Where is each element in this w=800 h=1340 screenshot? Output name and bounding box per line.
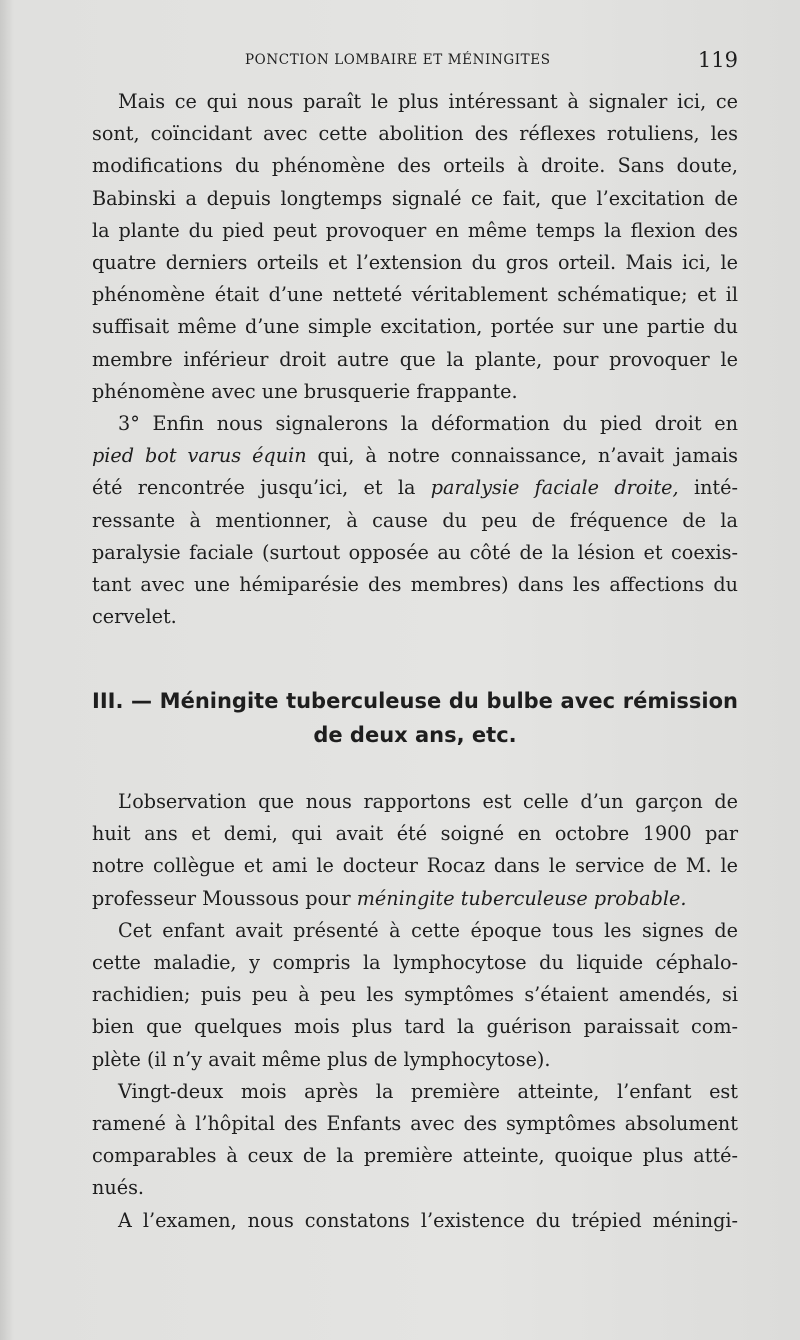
text-line: Cet enfant avait présenté à cette époque tous les signes de <box>118 918 738 942</box>
text-line: comparables à ceux de la première atteinte, quoique plus atté- <box>92 1144 738 1168</box>
text-line <box>92 472 738 504</box>
text-fragment: professeur Moussous pour <box>92 886 357 910</box>
running-title: PONCTION LOMBAIRE ET MÉNINGITES <box>245 52 551 68</box>
text-line: rachidien; puis peu à peu les symptômes s’étaient amendés, si <box>92 983 738 1007</box>
text-line: cervelet. <box>92 605 177 629</box>
heading-line-1: III. — Méningite tuberculeuse du bulbe avec rémission <box>92 689 738 713</box>
text-line: ramené à l’hôpital des Enfants avec des symptômes absolument <box>92 1112 738 1136</box>
text-line: cette maladie, y compris la lymphocytose du liquide céphalo- <box>92 951 738 975</box>
paragraph <box>92 1076 738 1205</box>
text-fragment: inté- <box>678 476 738 500</box>
paragraph <box>92 915 738 1076</box>
section-1-text <box>92 86 738 633</box>
heading-line-2: de deux ans, etc. <box>313 723 517 747</box>
text-line: A l’examen, nous constatons l’existence du trépied méningi- <box>118 1208 738 1232</box>
paragraph <box>92 408 738 633</box>
italic-term: paralysie faciale droite, <box>430 476 679 500</box>
section-heading <box>92 684 738 752</box>
text-line: Babinski a depuis longtemps signalé ce fait, que l’excitation de <box>92 186 738 210</box>
text-line: quatre derniers orteils et l’extension du gros orteil. Mais ici, le <box>92 251 738 275</box>
text-line: notre collègue et ami le docteur Rocaz dans le service de M. le <box>92 854 738 878</box>
text-line: modifications du phénomène des orteils à droite. Sans doute, <box>92 154 738 178</box>
text-line: nués. <box>92 1176 145 1200</box>
text-line: bien que quelques mois plus tard la guérison paraissait com- <box>92 1015 738 1039</box>
running-head <box>92 48 738 76</box>
section-2-text <box>92 786 738 1237</box>
text-line: paralysie faciale (surtout opposée au côté de la lésion et coexis- <box>92 540 738 564</box>
text-line: ressante à mentionner, à cause du peu de fréquence de la <box>92 508 738 532</box>
text-line: suffisait même d’une simple excitation, portée sur une partie du <box>92 315 738 339</box>
text-line: la plante du pied peut provoquer en même temps la flexion des <box>92 218 738 242</box>
text-line: sont, coïncidant avec cette abolition des réflexes rotuliens, les <box>92 122 738 146</box>
text-fragment: qui, à notre connaissance, n’avait jamais <box>306 444 738 468</box>
text-line: Vingt-deux mois après la première atteinte, l’enfant est <box>118 1079 738 1103</box>
paragraph <box>92 786 738 915</box>
text-line: Mais ce qui nous paraît le plus intéressant à signaler ici, ce <box>118 90 738 113</box>
text-line: plète (il n’y avait même plus de lymphocytose). <box>92 1047 551 1071</box>
text-line: phénomène avec une brusquerie frappante. <box>92 379 518 403</box>
paragraph <box>92 1205 738 1237</box>
text-line <box>92 883 738 915</box>
text-line: huit ans et demi, qui avait été soigné en octobre 1900 par <box>92 822 738 846</box>
paragraph <box>92 86 738 408</box>
italic-term: méningite tuberculeuse probable. <box>356 886 687 910</box>
text-line <box>92 440 738 472</box>
text-line: membre inférieur droit autre que la plante, pour provoquer le <box>92 347 738 371</box>
page-number: 119 <box>697 48 738 72</box>
text-line: 3° Enfin nous signalerons la déformation du pied droit en <box>118 412 738 436</box>
italic-term: pied bot varus équin <box>92 444 307 468</box>
text-line: phénomène était d’une netteté véritablement schématique; et il <box>92 283 738 307</box>
text-fragment: été rencontrée jusqu’ici, et la <box>92 476 431 500</box>
text-line: L’observation que nous rapportons est celle d’un garçon de <box>118 790 738 813</box>
text-line: tant avec une hémiparésie des membres) dans les affections du <box>92 573 738 597</box>
